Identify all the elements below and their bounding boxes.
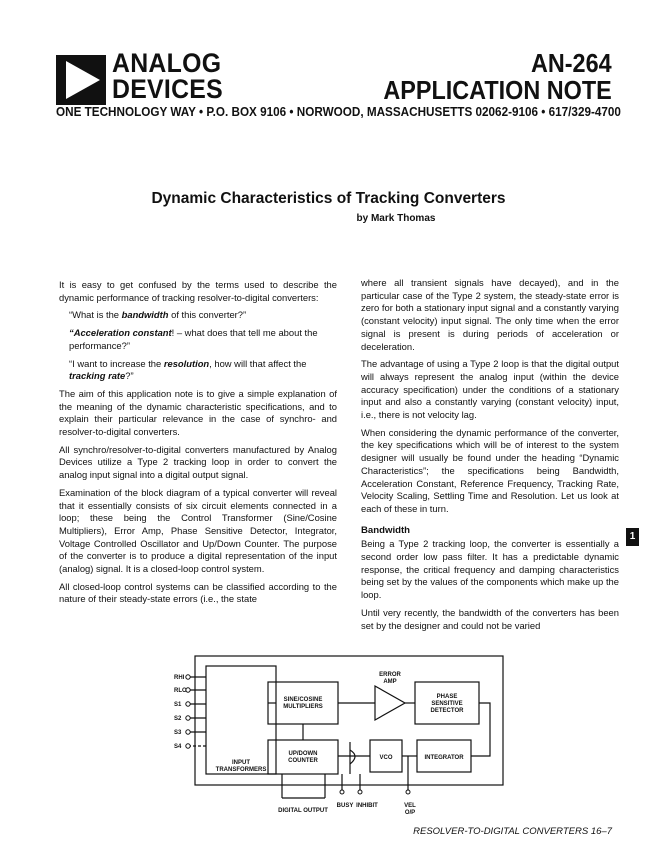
- logo-line-1: ANALOG: [112, 48, 222, 78]
- pin-label-s1: S1: [174, 702, 182, 708]
- page-footer: RESOLVER-TO-DIGITAL CONVERTERS 16–7: [413, 826, 612, 837]
- paragraph: The advantage of using a Type 2 loop is that the digital output will always represent the analog input (within the device accuracy specification) under the conditions of a stationary input and also a constantly varying (constant velocity) input, i.e., there is not velocity lag.: [361, 358, 619, 421]
- article-title: Dynamic Characteristics of Tracking Converters: [151, 190, 506, 207]
- text-column-right: [361, 277, 619, 637]
- paragraph: Being a Type 2 tracking loop, the converter is essentially a second order low pass filter. It has a predictable dynamic response, the critical frequency and damping characteristics being set by the values of the components which make up the loop.: [361, 538, 619, 601]
- block-label: INTEGRATOR: [424, 755, 464, 761]
- analog-devices-logo-icon: [56, 55, 106, 105]
- block-label: UP/DOWN: [288, 751, 318, 757]
- block-label: ERROR: [379, 672, 401, 678]
- signal-label: O/P: [404, 810, 416, 816]
- section-heading: Bandwidth: [361, 524, 411, 536]
- quote: “I want to increase the resolution, how will that affect the tracking rate?”: [69, 357, 307, 382]
- block-label: DETECTOR: [430, 708, 464, 714]
- section-tab-marker: 1: [626, 528, 639, 546]
- pin-label-rhi: RHI: [174, 675, 185, 681]
- paragraph: It is easy to get confused by the terms used to describe the dynamic performance of tracking resolver-to-digital converters:: [59, 279, 337, 303]
- block-label: PHASE: [436, 694, 458, 700]
- block-label: TRANSFORMERS: [215, 767, 267, 773]
- pin-label-rlo: RLO: [174, 688, 187, 694]
- block-label: VCO: [379, 755, 393, 761]
- article-byline: by Mark Thomas: [356, 213, 436, 224]
- paragraph: where all transient signals have decayed), and in the particular case of the Type 2 system, the steady-state error is zero for both a stationary input signal and a constantly varying (constant velocity) input signal. The only time when the error signal is present is during periods of acceleration or deceleration.: [361, 277, 619, 352]
- block-diagram: [170, 652, 530, 822]
- signal-label: VEL: [404, 803, 416, 809]
- pin-label-s2: S2: [174, 716, 182, 722]
- company-logo-text: [112, 50, 223, 102]
- block-label: COUNTER: [288, 758, 318, 764]
- signal-label: INHIBIT: [356, 803, 378, 809]
- paragraph: Until very recently, the bandwidth of the converters has been set by the designer and could not be varied: [361, 606, 619, 631]
- paragraph: The aim of this application note is to give a simple explanation of the meaning of the dynamic characteristic specifications, and to explain their particular relevance in the case of synchro- and resolver-to-digital converters.: [59, 387, 337, 438]
- block-label: SENSITIVE: [431, 701, 463, 707]
- signal-label: BUSY: [336, 803, 354, 809]
- block-label: SINE/COSINE: [283, 697, 323, 703]
- note-number: AN-264: [531, 48, 612, 78]
- company-address: ONE TECHNOLOGY WAY • P.O. BOX 9106 • NORWOOD, MASSACHUSETTS 02062-9106 • 617/329-4700: [56, 105, 621, 119]
- text-column-left: [59, 279, 337, 611]
- paragraph: All synchro/resolver-to-digital converters manufactured by Analog Devices utilize a Type 2 tracking loop in order to convert the analog input signal into a digital output signal.: [59, 443, 337, 481]
- logo-line-2: DEVICES: [112, 74, 223, 104]
- block-label: INPUT: [232, 760, 250, 766]
- pin-label-s4: S4: [174, 744, 182, 750]
- quote: “Acceleration constant! – what does that tell me about the performance?”: [69, 327, 318, 351]
- block-label: AMP: [383, 679, 397, 685]
- quote: “What is the bandwidth of this converter?”: [69, 309, 247, 321]
- signal-label: DIGITAL OUTPUT: [278, 808, 328, 814]
- paragraph: Examination of the block diagram of a typical converter will reveal that it essentially consists of six circuit elements connected in a loop; these being the Control Transformer (Sine/Cosine Multipliers), Error Amp, Phase Sensitive Detector, Integrator, Voltage Controlled Oscillator and Up/Down Counter. The purpose of the converter is to produce a digital representation of the input (analog) signal. It is a closed-loop control system.: [59, 486, 337, 575]
- block-label: MULTIPLIERS: [283, 704, 323, 710]
- pin-label-s3: S3: [174, 730, 182, 736]
- note-type: APPLICATION NOTE: [383, 75, 612, 105]
- paragraph: All closed-loop control systems can be classified according to the nature of their steady-state errors (i.e., the state: [59, 580, 337, 605]
- paragraph: When considering the dynamic performance of the converter, the key specifications which will be of interest to the system designer will usually be found under the heading “Dynamic Characteristics”; the specifications being Bandwidth, Acceleration Constant, Reference Frequency, Tracking Rate, Velocity Scaling, Settling Time and Resolution. Let us look at each of these in turn.: [361, 426, 619, 514]
